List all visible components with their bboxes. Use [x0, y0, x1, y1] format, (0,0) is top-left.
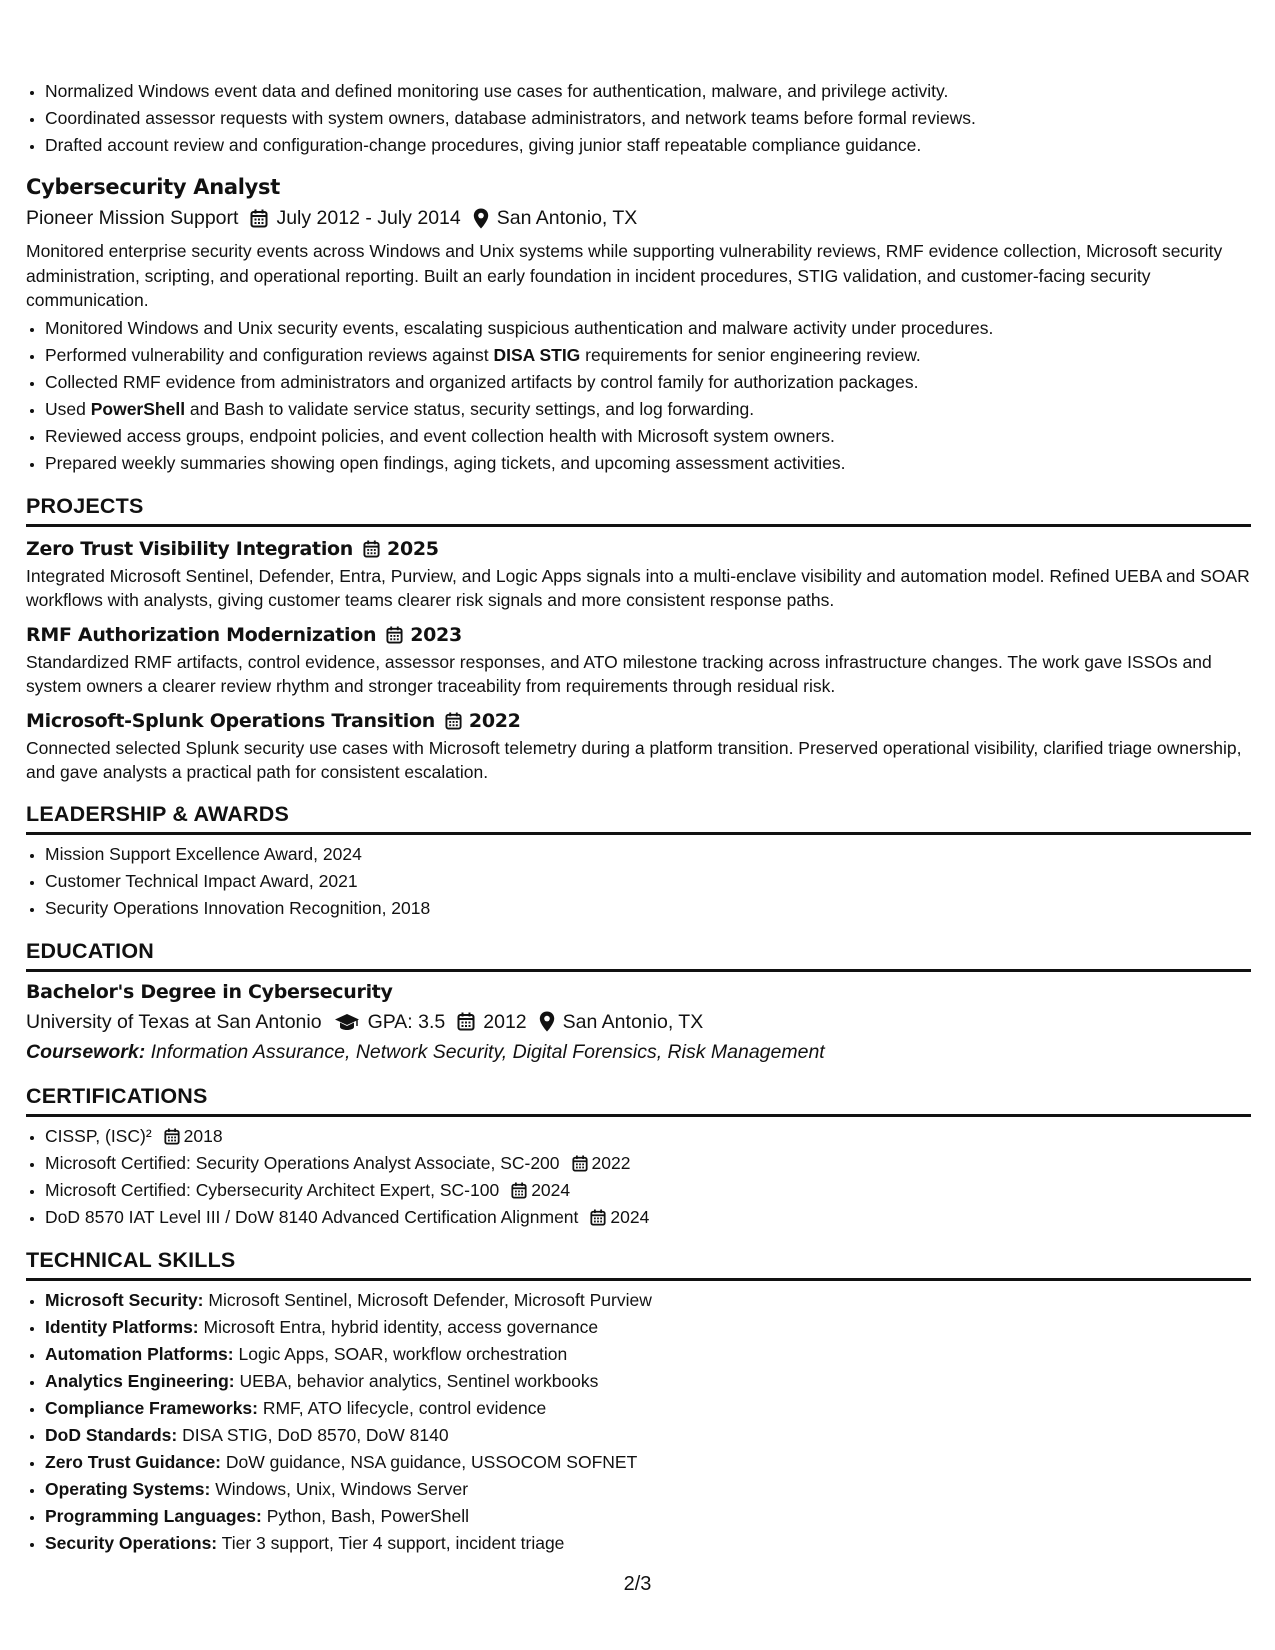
map-pin-icon: [473, 208, 489, 229]
list-item: • Automation Platforms: Logic Apps, SOAR, workflow orchestration: [45, 1341, 1251, 1368]
calendar-icon: [250, 209, 268, 228]
list-item: • Mission Support Excellence Award, 2024: [45, 841, 1251, 868]
calendar-icon: [445, 712, 462, 730]
project-title: Microsoft-Splunk Operations Transition 2022: [26, 706, 1251, 736]
list-item: • Reviewed access groups, endpoint policies, and event collection health with Microsoft system owners.: [45, 423, 1251, 450]
list-item: • Normalized Windows event data and defined monitoring use cases for authentication, malware, and privilege activity.: [45, 78, 1251, 105]
calendar-icon: [511, 1182, 527, 1199]
cert-year: 2024: [531, 1179, 571, 1200]
list-item: • DoD 8570 IAT Level III / DoW 8140 Advanced Certification Alignment 2024: [45, 1204, 1251, 1231]
education-meta: [26, 1007, 1251, 1037]
job-meta: [26, 201, 1251, 235]
certifications-list: [26, 1123, 1251, 1231]
company-name: Pioneer Mission Support: [26, 207, 239, 229]
cert-year: 2024: [610, 1206, 650, 1227]
project-year: 2025: [387, 537, 439, 560]
list-item: • Compliance Frameworks: RMF, ATO lifecycle, control evidence: [45, 1395, 1251, 1422]
awards-list: [26, 841, 1251, 922]
list-item: • Identity Platforms: Microsoft Entra, hybrid identity, access governance: [45, 1314, 1251, 1341]
section-heading-projects: PROJECTS: [26, 491, 1251, 527]
section-heading-leadership: LEADERSHIP & AWARDS: [26, 799, 1251, 835]
job-bullets: [26, 315, 1251, 477]
section-heading-certifications: CERTIFICATIONS: [26, 1081, 1251, 1117]
calendar-icon: [590, 1209, 606, 1226]
school-location: San Antonio, TX: [562, 1010, 704, 1033]
skills-list: [26, 1287, 1251, 1557]
job-title: Cybersecurity Analyst: [26, 175, 280, 199]
page-number: 2/3: [623, 1573, 652, 1595]
project-year: 2023: [410, 623, 462, 646]
map-pin-icon: [539, 1011, 555, 1032]
list-item: • Analytics Engineering: UEBA, behavior analytics, Sentinel workbooks: [45, 1368, 1251, 1395]
calendar-icon: [386, 626, 403, 644]
calendar-icon: [164, 1128, 180, 1145]
calendar-icon: [457, 1012, 475, 1031]
resume-page: [26, 78, 1251, 1557]
list-item: • Coordinated assessor requests with system owners, database administrators, and network teams before formal reviews.: [45, 105, 1251, 132]
job-location: San Antonio, TX: [496, 207, 638, 229]
graduation-year: 2012: [483, 1010, 527, 1033]
graduation-cap-icon: [334, 1013, 360, 1031]
project-description: Standardized RMF artifacts, control evidence, assessor responses, and ATO milestone tracking across infrastructure changes. The work gave ISSOs and system owners a clearer review rhythm and stronger traceability from requirements through residual risk.: [26, 651, 1212, 696]
list-item: • Microsoft Certified: Security Operations Analyst Associate, SC-200 2022: [45, 1150, 1251, 1177]
list-item: • CISSP, (ISC)² 2018: [45, 1123, 1251, 1150]
section-heading-skills: TECHNICAL SKILLS: [26, 1245, 1251, 1281]
project-year: 2022: [468, 709, 521, 732]
list-item: • Monitored Windows and Unix security events, escalating suspicious authentication and malware activity under procedures.: [45, 315, 1251, 342]
job-summary: Monitored enterprise security events across Windows and Unix systems while supporting vulnerability reviews, RMF evidence collection, Microsoft security administration, scripting, and operational reporting. Built an early foundation in incident procedures, STIG validation, and customer-facing security communication.: [26, 241, 1223, 310]
cert-year: 2022: [591, 1152, 631, 1173]
list-item: • Collected RMF evidence from administrators and organized artifacts by control family for authorization packages.: [45, 369, 1251, 396]
list-item: • Drafted account review and configuration-change procedures, giving junior staff repeatable compliance guidance.: [45, 132, 1251, 159]
list-item: • Programming Languages: Python, Bash, PowerShell: [45, 1503, 1251, 1530]
project-title: Zero Trust Visibility Integration 2025: [26, 534, 1251, 564]
list-item: • Used PowerShell and Bash to validate service status, security settings, and log forwarding.: [45, 396, 1251, 423]
degree-title: Bachelor's Degree in Cybersecurity: [26, 980, 393, 1003]
list-item: • Microsoft Certified: Cybersecurity Architect Expert, SC-100 2024: [45, 1177, 1251, 1204]
list-item: • Microsoft Security: Microsoft Sentinel, Microsoft Defender, Microsoft Purview: [45, 1287, 1251, 1314]
project-description: Connected selected Splunk security use cases with Microsoft telemetry during a platform transition. Preserved operational visibility, clarified triage ownership, and gave analysts a practical path for consistent escalation.: [26, 737, 1242, 782]
previous-job-bullets: [26, 78, 1251, 159]
project-title: RMF Authorization Modernization 2023: [26, 620, 1251, 650]
project-description: Integrated Microsoft Sentinel, Defender, Entra, Purview, and Logic Apps signals into a multi-enclave visibility and automation model. Refined UEBA and SOAR workflows with analysts, giving customer teams clearer risk signals and more consistent response paths.: [26, 565, 1250, 610]
gpa: GPA: 3.5: [367, 1010, 446, 1033]
section-heading-education: EDUCATION: [26, 936, 1251, 972]
job-dates: July 2012 - July 2014: [276, 207, 461, 229]
list-item: • Zero Trust Guidance: DoW guidance, NSA guidance, USSOCOM SOFNET: [45, 1449, 1251, 1476]
list-item: • Security Operations: Tier 3 support, Tier 4 support, incident triage: [45, 1530, 1251, 1557]
school-name: University of Texas at San Antonio: [26, 1010, 322, 1033]
list-item: • Security Operations Innovation Recognition, 2018: [45, 895, 1251, 922]
calendar-icon: [572, 1155, 588, 1172]
list-item: • Prepared weekly summaries showing open findings, aging tickets, and upcoming assessment activities.: [45, 450, 1251, 477]
list-item: • Operating Systems: Windows, Unix, Windows Server: [45, 1476, 1251, 1503]
list-item: • Customer Technical Impact Award, 2021: [45, 868, 1251, 895]
cert-year: 2018: [183, 1125, 223, 1146]
coursework: Coursework: Information Assurance, Network Security, Digital Forensics, Risk Management: [26, 1040, 825, 1063]
list-item: • DoD Standards: DISA STIG, DoD 8570, DoW 8140: [45, 1422, 1251, 1449]
list-item: • Performed vulnerability and configuration reviews against DISA STIG requirements for senior engineering review.: [45, 342, 1251, 369]
calendar-icon: [363, 540, 380, 558]
